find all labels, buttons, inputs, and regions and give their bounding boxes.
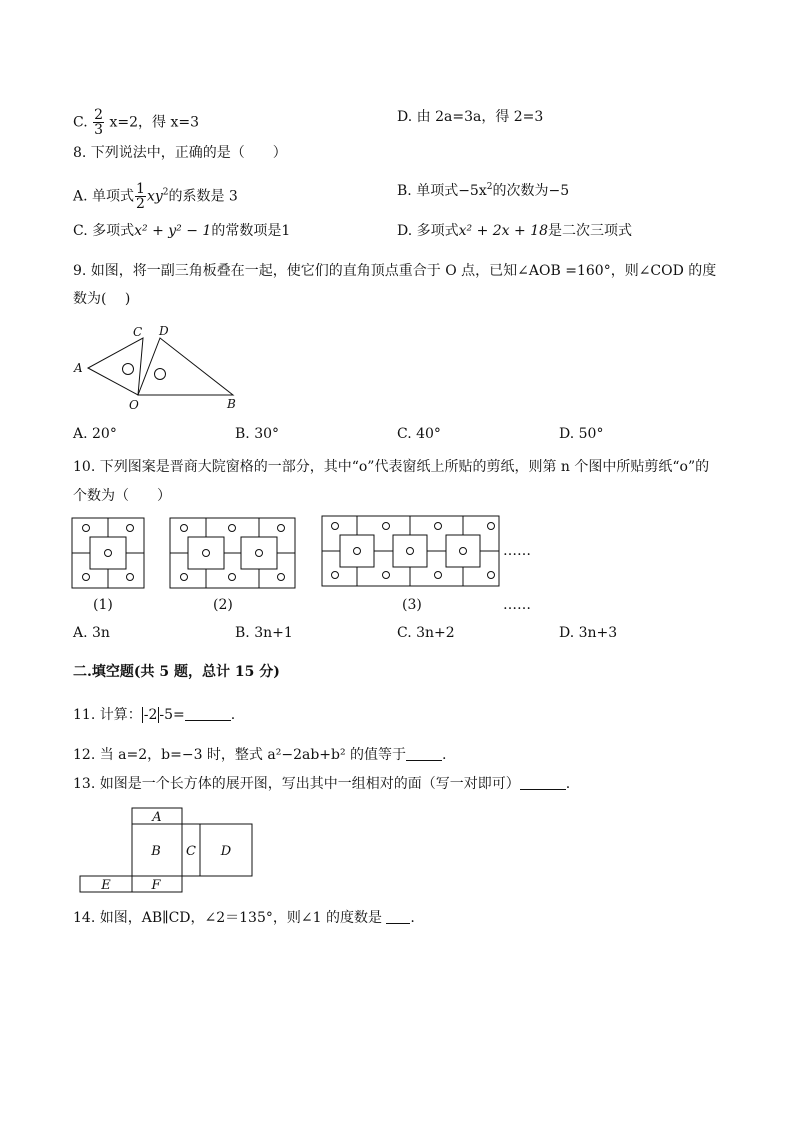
option-text: 由 2a=3a，得 2=3 bbox=[416, 109, 544, 125]
label-a: A bbox=[74, 361, 83, 375]
option-text: 的常数项是1 bbox=[211, 223, 291, 239]
q10-option-b: B. 3n+1 bbox=[235, 625, 293, 641]
punctuation: . bbox=[565, 776, 571, 792]
face-label-a: A bbox=[152, 810, 162, 825]
option-label: B. bbox=[397, 183, 412, 199]
exponent: 2 bbox=[486, 182, 493, 192]
question-text: 13. 如图是一个长方体的展开图，写出其中一组相对的面（写一对即可） bbox=[73, 776, 520, 792]
q10-option-c: C. 3n+2 bbox=[397, 625, 455, 641]
option-text: 多项式 bbox=[92, 223, 135, 239]
label-d: D bbox=[159, 324, 169, 338]
label-o: O bbox=[129, 398, 139, 412]
q8-stem: 8. 下列说法中，正确的是（ ） bbox=[73, 145, 287, 161]
face-label-f: F bbox=[151, 878, 161, 893]
face-label-c: C bbox=[186, 844, 196, 859]
q9-option-a: A. 20° bbox=[73, 426, 117, 442]
answer-blank[interactable] bbox=[386, 909, 410, 924]
question-text: 12. 当 a=2，b=−3 时，整式 a²−2ab+b² 的值等于 bbox=[73, 747, 407, 763]
math-expr: xy bbox=[146, 188, 163, 205]
q10-option-a: A. 3n bbox=[73, 625, 110, 641]
math-expr: x² + 2x + 18 bbox=[458, 223, 549, 239]
q10-caption-3: (3) bbox=[402, 597, 422, 613]
section-title: 二.填空题(共 5 题，总计 15 分) bbox=[73, 664, 280, 680]
q10-option-d: D. 3n+3 bbox=[559, 625, 618, 641]
q9-option-b: B. 30° bbox=[235, 426, 280, 442]
q9-stem-line1: 9. 如图，将一副三角板叠在一起，使它们的直角顶点重合于 O 点，已知∠AOB =160°，则∠COD 的度 bbox=[73, 263, 717, 279]
face-label-d: D bbox=[220, 844, 232, 859]
face-label-e: E bbox=[101, 878, 111, 893]
fraction-numerator: 1 bbox=[136, 181, 145, 197]
option-label: D. bbox=[397, 109, 413, 125]
option-text: 单项式−5x bbox=[416, 183, 487, 199]
punctuation: . bbox=[230, 707, 236, 723]
option-text: 的次数为−5 bbox=[492, 183, 570, 199]
q14 bbox=[73, 909, 415, 927]
punctuation: . bbox=[410, 910, 415, 926]
fraction-denominator: 2 bbox=[136, 196, 145, 212]
option-label: D. bbox=[397, 223, 413, 239]
q9-option-d: D. 50° bbox=[559, 426, 604, 442]
q10-ellipsis: …… bbox=[503, 597, 531, 613]
q9-option-c: C. 40° bbox=[397, 426, 441, 442]
label-b: B bbox=[227, 397, 236, 411]
punctuation: . bbox=[442, 747, 447, 763]
option-text: 单项式 bbox=[92, 188, 135, 205]
option-label: A. bbox=[73, 188, 88, 205]
q9-stem-line2: 数为( ) bbox=[73, 291, 131, 307]
question-text: 11. 计算： bbox=[73, 707, 142, 723]
q10-stem-line2: 个数为（ ） bbox=[73, 488, 171, 504]
q10-stem-line1: 10. 下列图案是晋商大院窗格的一部分，其中“o”代表窗纸上所贴的剪纸，则第 n 个图中所贴剪纸“o”的 bbox=[73, 459, 710, 475]
option-label: C. bbox=[73, 114, 88, 131]
option-label: C. bbox=[73, 223, 88, 239]
question-text: -5= bbox=[159, 707, 185, 723]
option-text: 是二次三项式 bbox=[548, 223, 633, 239]
q10-caption-1: (1) bbox=[93, 597, 113, 613]
math-expr: x² + y² − 1 bbox=[134, 223, 212, 239]
option-text: 的系数是 3 bbox=[168, 188, 238, 205]
question-text: 14. 如图，AB∥CD，∠2＝135°，则∠1 的度数是 bbox=[73, 910, 382, 926]
label-c: C bbox=[133, 325, 143, 339]
fraction-denominator: 3 bbox=[94, 122, 104, 138]
option-text: 多项式 bbox=[416, 223, 459, 239]
fraction-numerator: 2 bbox=[94, 107, 104, 123]
face-label-b: B bbox=[151, 844, 161, 859]
q10-caption-2: (2) bbox=[213, 597, 233, 613]
exponent: 2 bbox=[162, 187, 169, 198]
option-text: x=2，得 x=3 bbox=[109, 114, 200, 131]
q10-ellipsis: …… bbox=[503, 543, 531, 559]
absolute-value: -2 bbox=[143, 707, 158, 723]
